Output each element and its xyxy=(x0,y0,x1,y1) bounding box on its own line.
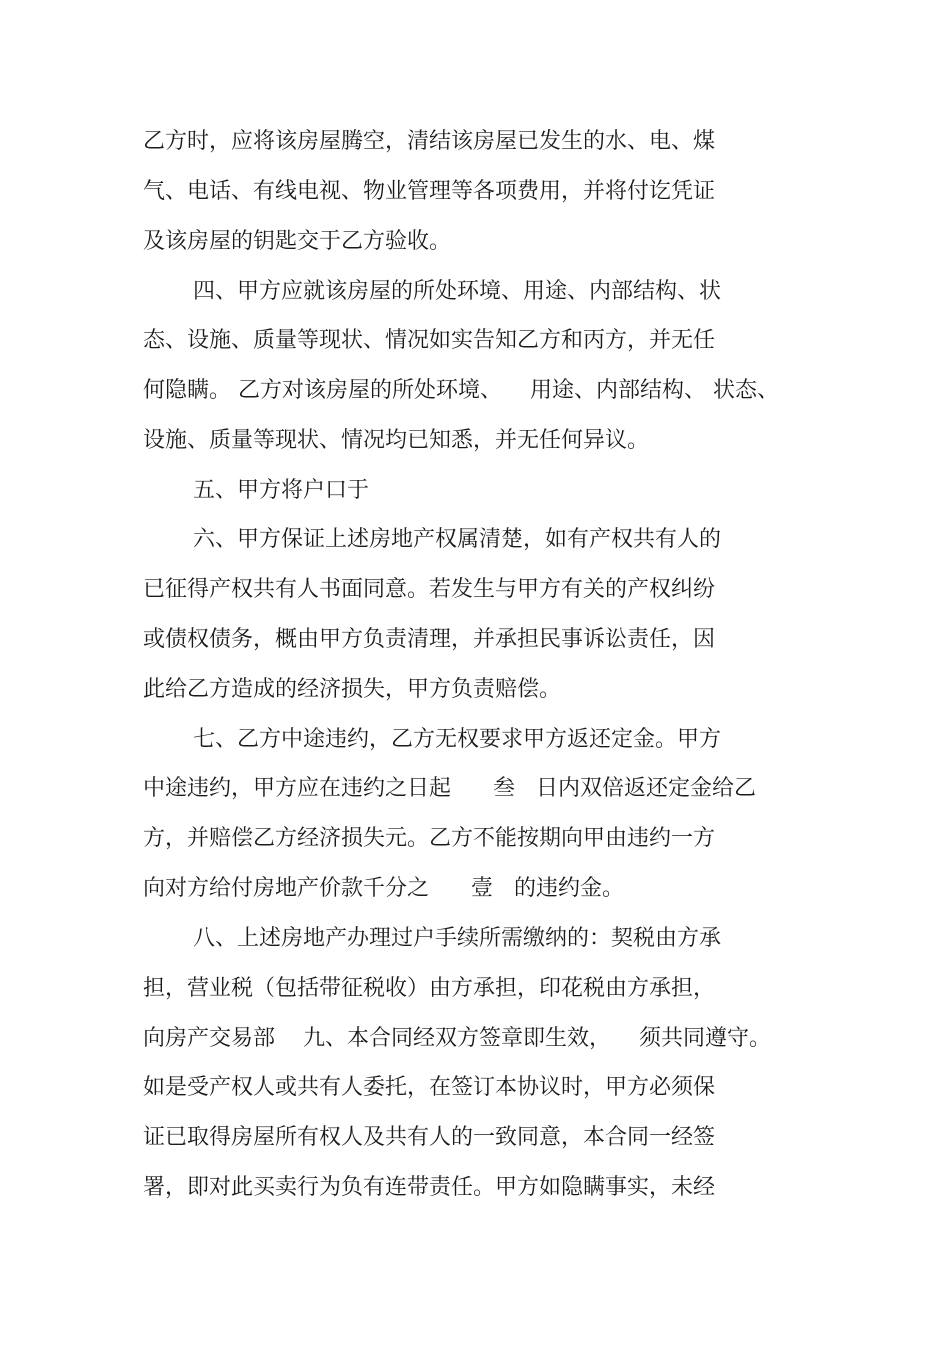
text-line: 五、甲方将户口于 xyxy=(193,478,370,503)
text-line: 何隐瞒。 乙方对该房屋的所处环境、 用途、内部结构、 状态、 xyxy=(143,378,779,403)
text-line: 设施、质量等现状、情况均已知悉，并无任何异议。 xyxy=(143,428,650,453)
text-line: 气、电话、有线电视、物业管理等各项费用，并将付讫凭证 xyxy=(143,179,716,204)
text-line: 担，营业税（包括带征税收）由方承担，印花税由方承担， xyxy=(143,976,716,1001)
text-line: 已征得产权共有人书面同意。若发生与甲方有关的产权纠纷 xyxy=(143,577,716,602)
text-line: 八、上述房地产办理过户手续所需缴纳的：契税由方承 xyxy=(193,926,722,951)
text-line: 态、设施、质量等现状、情况如实告知乙方和丙方，并无任 xyxy=(143,328,716,353)
text-line: 及该房屋的钥匙交于乙方验收。 xyxy=(143,229,452,254)
text-line: 六、甲方保证上述房地产权属清楚，如有产权共有人的 xyxy=(193,527,722,552)
text-line: 方，并赔偿乙方经济损失元。乙方不能按期向甲由违约一方 xyxy=(143,826,716,851)
text-line: 中途违约，甲方应在违约之日起 叁 日内双倍返还定金给乙 xyxy=(143,776,756,801)
text-line: 或债权债务，概由甲方负责清理，并承担民事诉讼责任，因 xyxy=(143,627,716,652)
text-line: 如是受产权人或共有人委托，在签订本协议时，甲方必须保 xyxy=(143,1075,716,1100)
text-line: 证已取得房屋所有权人及共有人的一致同意，本合同一经签 xyxy=(143,1125,716,1150)
text-line: 乙方时，应将该房屋腾空，清结该房屋已发生的水、电、煤 xyxy=(143,129,716,154)
text-line: 向房产交易部 九、本合同经双方签章即生效， 须共同遵守。 xyxy=(143,1026,771,1051)
text-line: 七、乙方中途违约，乙方无权要求甲方返还定金。甲方 xyxy=(193,727,722,752)
text-line: 向对方给付房地产价款千分之 壹 的违约金。 xyxy=(143,876,624,901)
text-line: 署，即对此买卖行为负有连带责任。甲方如隐瞒事实，未经 xyxy=(143,1175,716,1200)
text-line: 此给乙方造成的经济损失，甲方负责赔偿。 xyxy=(143,677,562,702)
text-line: 四、甲方应就该房屋的所处环境、用途、内部结构、状 xyxy=(193,279,722,304)
